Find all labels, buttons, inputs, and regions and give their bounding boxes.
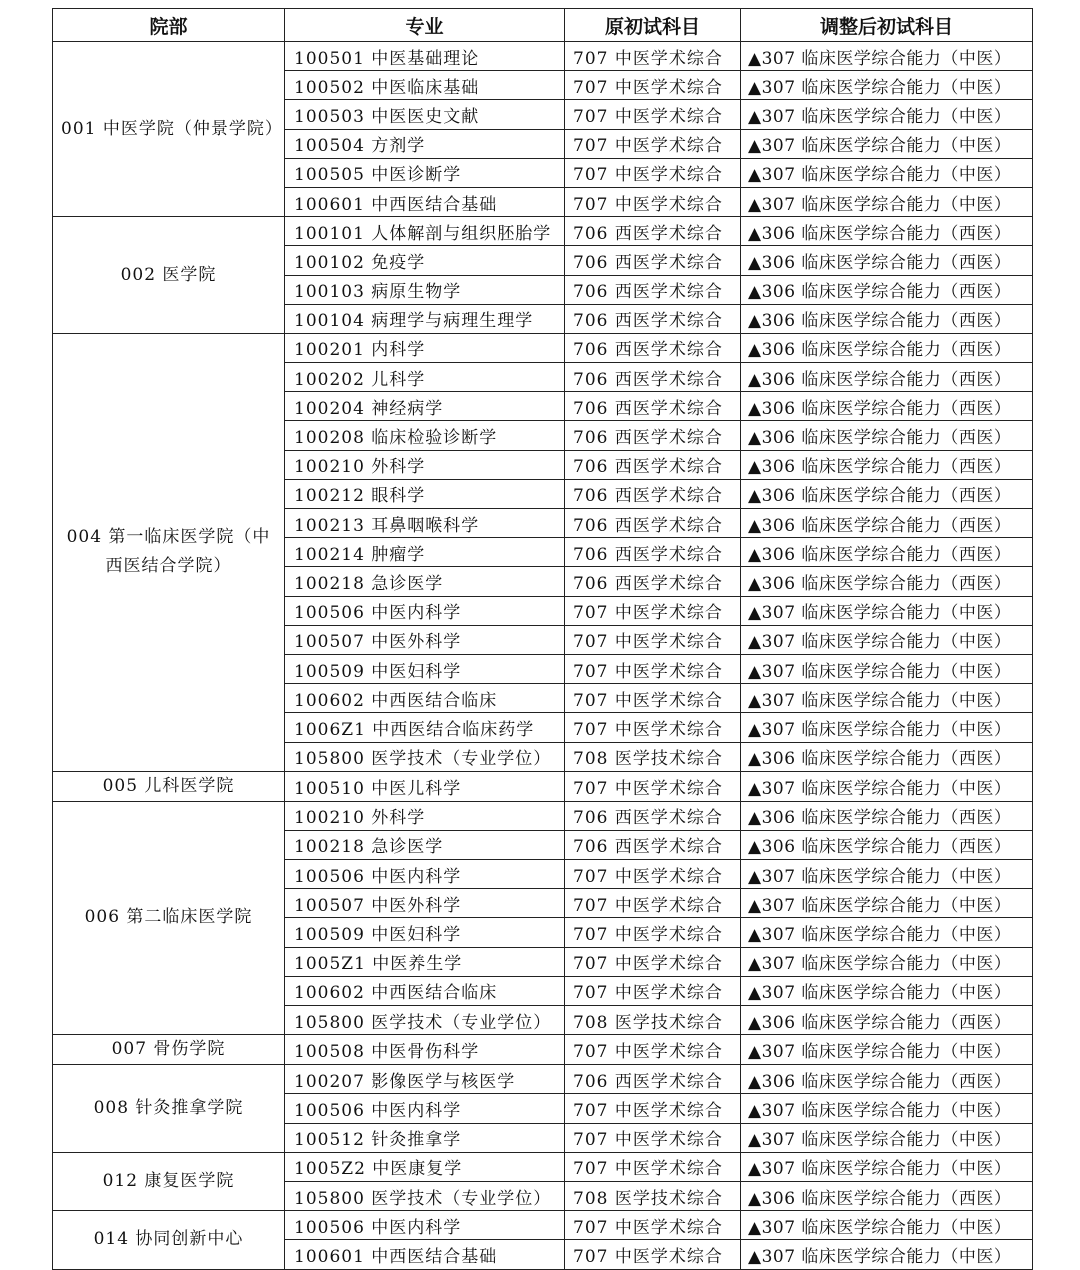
department-cell: 005 儿科医学院 xyxy=(53,771,285,801)
major-cell: 100506 中医内科学 xyxy=(285,1211,565,1240)
adjusted-subject-cell: ▲307 临床医学综合能力（中医） xyxy=(741,158,1033,187)
major-cell: 100213 耳鼻咽喉科学 xyxy=(285,509,565,538)
adjusted-subject-cell: ▲307 临床医学综合能力（中医） xyxy=(741,1240,1033,1269)
department-cell: 008 针灸推拿学院 xyxy=(53,1065,285,1153)
header-adjusted-subject: 调整后初试科目 xyxy=(741,9,1033,42)
adjusted-subject-cell: ▲306 临床医学综合能力（西医） xyxy=(741,1065,1033,1094)
adjusted-subject-cell: ▲307 临床医学综合能力（中医） xyxy=(741,1123,1033,1152)
original-subject-cell: 708 医学技术综合 xyxy=(565,1181,741,1210)
major-cell: 100101 人体解剖与组织胚胎学 xyxy=(285,217,565,246)
department-cell: 007 骨伤学院 xyxy=(53,1035,285,1065)
major-cell: 100218 急诊医学 xyxy=(285,567,565,596)
original-subject-cell: 707 中医学术综合 xyxy=(565,889,741,918)
major-cell: 105800 医学技术（专业学位） xyxy=(285,1006,565,1035)
major-cell: 100104 病理学与病理生理学 xyxy=(285,304,565,333)
original-subject-cell: 706 西医学术综合 xyxy=(565,1065,741,1094)
department-cell: 014 协同创新中心 xyxy=(53,1211,285,1269)
table-row xyxy=(53,1152,1033,1181)
original-subject-cell: 707 中医学术综合 xyxy=(565,1035,741,1065)
major-cell: 100509 中医妇科学 xyxy=(285,918,565,947)
table-row xyxy=(53,1035,1033,1065)
adjusted-subject-cell: ▲307 临床医学综合能力（中医） xyxy=(741,918,1033,947)
original-subject-cell: 707 中医学术综合 xyxy=(565,1123,741,1152)
major-cell: 100218 急诊医学 xyxy=(285,830,565,859)
original-subject-cell: 707 中医学术综合 xyxy=(565,684,741,713)
original-subject-cell: 706 西医学术综合 xyxy=(565,509,741,538)
adjusted-subject-cell: ▲307 临床医学综合能力（中医） xyxy=(741,1211,1033,1240)
major-cell: 100207 影像医学与核医学 xyxy=(285,1065,565,1094)
adjusted-subject-cell: ▲306 临床医学综合能力（西医） xyxy=(741,363,1033,392)
major-cell: 1005Z1 中医养生学 xyxy=(285,947,565,976)
adjusted-subject-cell: ▲306 临床医学综合能力（西医） xyxy=(741,830,1033,859)
original-subject-cell: 707 中医学术综合 xyxy=(565,596,741,625)
major-cell: 100508 中医骨伤科学 xyxy=(285,1035,565,1065)
table-body xyxy=(53,42,1033,1270)
original-subject-cell: 706 西医学术综合 xyxy=(565,217,741,246)
original-subject-cell: 707 中医学术综合 xyxy=(565,100,741,129)
adjusted-subject-cell: ▲307 临床医学综合能力（中医） xyxy=(741,100,1033,129)
table-header xyxy=(53,9,1033,42)
adjusted-subject-cell: ▲306 临床医学综合能力（西医） xyxy=(741,1006,1033,1035)
major-cell: 100201 内科学 xyxy=(285,333,565,362)
original-subject-cell: 707 中医学术综合 xyxy=(565,947,741,976)
adjusted-subject-cell: ▲306 临床医学综合能力（西医） xyxy=(741,1181,1033,1210)
original-subject-cell: 707 中医学术综合 xyxy=(565,771,741,801)
major-cell: 100505 中医诊断学 xyxy=(285,158,565,187)
adjusted-subject-cell: ▲306 临床医学综合能力（西医） xyxy=(741,479,1033,508)
original-subject-cell: 707 中医学术综合 xyxy=(565,654,741,683)
original-subject-cell: 707 中医学术综合 xyxy=(565,918,741,947)
table-row xyxy=(53,42,1033,71)
original-subject-cell: 706 西医学术综合 xyxy=(565,479,741,508)
original-subject-cell: 706 西医学术综合 xyxy=(565,333,741,362)
original-subject-cell: 707 中医学术综合 xyxy=(565,1094,741,1123)
original-subject-cell: 706 西医学术综合 xyxy=(565,392,741,421)
major-cell: 100102 免疫学 xyxy=(285,246,565,275)
header-row xyxy=(53,9,1033,42)
table-row xyxy=(53,217,1033,246)
department-cell: 002 医学院 xyxy=(53,217,285,334)
major-cell: 100214 肿瘤学 xyxy=(285,538,565,567)
major-cell: 100509 中医妇科学 xyxy=(285,654,565,683)
adjusted-subject-cell: ▲307 临床医学综合能力（中医） xyxy=(741,129,1033,158)
adjusted-subject-cell: ▲307 临床医学综合能力（中医） xyxy=(741,1094,1033,1123)
original-subject-cell: 707 中医学术综合 xyxy=(565,860,741,889)
original-subject-cell: 707 中医学术综合 xyxy=(565,625,741,654)
major-cell: 100103 病原生物学 xyxy=(285,275,565,304)
original-subject-cell: 706 西医学术综合 xyxy=(565,421,741,450)
adjusted-subject-cell: ▲307 临床医学综合能力（中医） xyxy=(741,1035,1033,1065)
major-cell: 100210 外科学 xyxy=(285,801,565,830)
original-subject-cell: 706 西医学术综合 xyxy=(565,567,741,596)
adjusted-subject-cell: ▲306 临床医学综合能力（西医） xyxy=(741,421,1033,450)
adjusted-subject-cell: ▲306 临床医学综合能力（西医） xyxy=(741,509,1033,538)
major-cell: 100601 中西医结合基础 xyxy=(285,1240,565,1269)
adjusted-subject-cell: ▲307 临床医学综合能力（中医） xyxy=(741,1152,1033,1181)
major-cell: 100507 中医外科学 xyxy=(285,625,565,654)
original-subject-cell: 706 西医学术综合 xyxy=(565,363,741,392)
adjusted-subject-cell: ▲307 临床医学综合能力（中医） xyxy=(741,684,1033,713)
adjusted-subject-cell: ▲307 临床医学综合能力（中医） xyxy=(741,187,1033,216)
original-subject-cell: 707 中医学术综合 xyxy=(565,158,741,187)
adjusted-subject-cell: ▲307 临床医学综合能力（中医） xyxy=(741,713,1033,742)
adjusted-subject-cell: ▲306 临床医学综合能力（西医） xyxy=(741,567,1033,596)
table-row xyxy=(53,771,1033,801)
subject-adjustment-table xyxy=(52,8,1033,1270)
original-subject-cell: 707 中医学术综合 xyxy=(565,1240,741,1269)
major-cell: 1006Z1 中西医结合临床药学 xyxy=(285,713,565,742)
adjusted-subject-cell: ▲307 临床医学综合能力（中医） xyxy=(741,771,1033,801)
header-department: 院部 xyxy=(53,9,285,42)
major-cell: 100506 中医内科学 xyxy=(285,596,565,625)
adjusted-subject-cell: ▲306 临床医学综合能力（西医） xyxy=(741,538,1033,567)
original-subject-cell: 707 中医学术综合 xyxy=(565,187,741,216)
department-cell: 004 第一临床医学院（中西医结合学院） xyxy=(53,333,285,771)
department-cell: 012 康复医学院 xyxy=(53,1152,285,1210)
major-cell: 105800 医学技术（专业学位） xyxy=(285,1181,565,1210)
original-subject-cell: 707 中医学术综合 xyxy=(565,42,741,71)
table-row xyxy=(53,801,1033,830)
major-cell: 100501 中医基础理论 xyxy=(285,42,565,71)
original-subject-cell: 707 中医学术综合 xyxy=(565,976,741,1005)
adjusted-subject-cell: ▲307 临床医学综合能力（中医） xyxy=(741,947,1033,976)
major-cell: 105800 医学技术（专业学位） xyxy=(285,742,565,771)
major-cell: 100204 神经病学 xyxy=(285,392,565,421)
original-subject-cell: 706 西医学术综合 xyxy=(565,450,741,479)
adjusted-subject-cell: ▲306 临床医学综合能力（西医） xyxy=(741,333,1033,362)
table-row xyxy=(53,333,1033,362)
adjusted-subject-cell: ▲306 临床医学综合能力（西医） xyxy=(741,450,1033,479)
major-cell: 100512 针灸推拿学 xyxy=(285,1123,565,1152)
table-row xyxy=(53,1065,1033,1094)
original-subject-cell: 707 中医学术综合 xyxy=(565,713,741,742)
major-cell: 1005Z2 中医康复学 xyxy=(285,1152,565,1181)
adjusted-subject-cell: ▲307 临床医学综合能力（中医） xyxy=(741,42,1033,71)
table-row xyxy=(53,1211,1033,1240)
adjusted-subject-cell: ▲306 临床医学综合能力（西医） xyxy=(741,801,1033,830)
major-cell: 100506 中医内科学 xyxy=(285,1094,565,1123)
department-cell: 001 中医学院（仲景学院） xyxy=(53,42,285,217)
adjusted-subject-cell: ▲306 临床医学综合能力（西医） xyxy=(741,246,1033,275)
original-subject-cell: 708 医学技术综合 xyxy=(565,742,741,771)
major-cell: 100210 外科学 xyxy=(285,450,565,479)
adjusted-subject-cell: ▲307 临床医学综合能力（中医） xyxy=(741,976,1033,1005)
adjusted-subject-cell: ▲306 临床医学综合能力（西医） xyxy=(741,392,1033,421)
original-subject-cell: 707 中医学术综合 xyxy=(565,1152,741,1181)
major-cell: 100504 方剂学 xyxy=(285,129,565,158)
adjusted-subject-cell: ▲306 临床医学综合能力（西医） xyxy=(741,742,1033,771)
major-cell: 100602 中西医结合临床 xyxy=(285,976,565,1005)
original-subject-cell: 707 中医学术综合 xyxy=(565,1211,741,1240)
major-cell: 100510 中医儿科学 xyxy=(285,771,565,801)
adjusted-subject-cell: ▲307 临床医学综合能力（中医） xyxy=(741,860,1033,889)
adjusted-subject-cell: ▲306 临床医学综合能力（西医） xyxy=(741,217,1033,246)
original-subject-cell: 706 西医学术综合 xyxy=(565,246,741,275)
original-subject-cell: 706 西医学术综合 xyxy=(565,801,741,830)
adjusted-subject-cell: ▲306 临床医学综合能力（西医） xyxy=(741,275,1033,304)
header-major: 专业 xyxy=(285,9,565,42)
adjusted-subject-cell: ▲307 临床医学综合能力（中医） xyxy=(741,625,1033,654)
major-cell: 100507 中医外科学 xyxy=(285,889,565,918)
major-cell: 100506 中医内科学 xyxy=(285,860,565,889)
original-subject-cell: 706 西医学术综合 xyxy=(565,830,741,859)
adjusted-subject-cell: ▲307 临床医学综合能力（中医） xyxy=(741,71,1033,100)
header-original-subject: 原初试科目 xyxy=(565,9,741,42)
major-cell: 100602 中西医结合临床 xyxy=(285,684,565,713)
original-subject-cell: 708 医学技术综合 xyxy=(565,1006,741,1035)
major-cell: 100202 儿科学 xyxy=(285,363,565,392)
adjusted-subject-cell: ▲306 临床医学综合能力（西医） xyxy=(741,304,1033,333)
adjusted-subject-cell: ▲307 临床医学综合能力（中医） xyxy=(741,596,1033,625)
subject-adjustment-document xyxy=(52,8,1032,1270)
major-cell: 100601 中西医结合基础 xyxy=(285,187,565,216)
original-subject-cell: 707 中医学术综合 xyxy=(565,129,741,158)
major-cell: 100212 眼科学 xyxy=(285,479,565,508)
original-subject-cell: 706 西医学术综合 xyxy=(565,538,741,567)
major-cell: 100208 临床检验诊断学 xyxy=(285,421,565,450)
adjusted-subject-cell: ▲307 临床医学综合能力（中医） xyxy=(741,654,1033,683)
department-cell: 006 第二临床医学院 xyxy=(53,801,285,1035)
original-subject-cell: 707 中医学术综合 xyxy=(565,71,741,100)
major-cell: 100503 中医医史文献 xyxy=(285,100,565,129)
adjusted-subject-cell: ▲307 临床医学综合能力（中医） xyxy=(741,889,1033,918)
original-subject-cell: 706 西医学术综合 xyxy=(565,304,741,333)
original-subject-cell: 706 西医学术综合 xyxy=(565,275,741,304)
major-cell: 100502 中医临床基础 xyxy=(285,71,565,100)
